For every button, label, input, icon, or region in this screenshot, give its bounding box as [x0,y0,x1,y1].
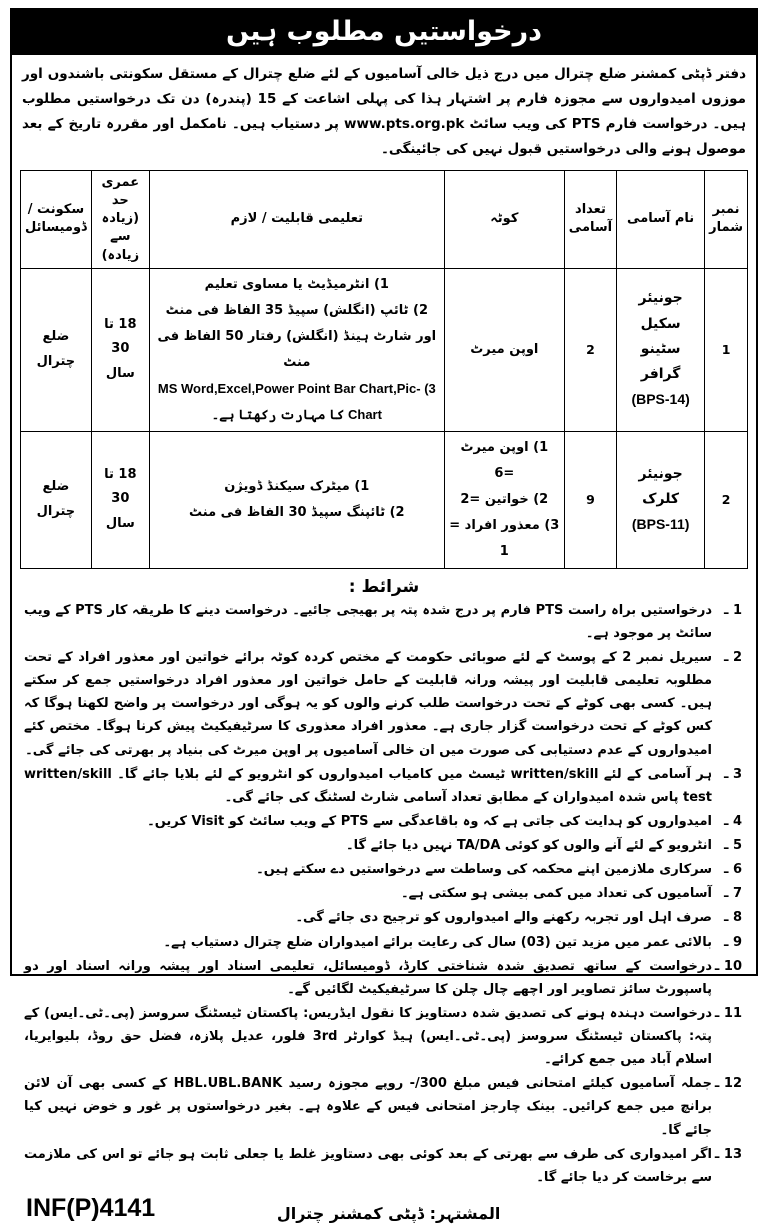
quota-item: اوپن میرٹ [470,341,539,357]
row-quota [444,268,564,431]
header-domicile: سکونت / ڈومیسائل [21,170,92,268]
advertiser-label: المشتہر: [429,1203,501,1223]
qualification-item: 1) انٹرمیڈیٹ یا مساوی تعلیم [204,276,389,292]
banner-title: درخواستیں مطلوب ہیں [12,10,756,55]
condition-item: سرکاری ملازمین اپنے محکمہ کی وساطت سے درخواستیں دے سکتے ہیں۔ [256,862,712,878]
row-quota [444,431,564,568]
qualification-item: 2) ٹائپنگ سپیڈ 30 الفاظ فی منٹ [189,504,405,520]
header-quota: کوٹہ [444,170,564,268]
condition-item: جملہ آسامیوں کیلئے امتحانی فیس مبلغ 300/- روپے مجوزہ رسید HBL.UBL.BANK کے کسی بھی آن لائن برانچ میں جمع کرائیں۔ بینک چارجز امتحانی فیس کے علاوہ ہے۔ بغیر درخواستوں پر غور و خوض نہیں کیا جائے گا۔ [24,1076,712,1138]
row-post-bps: (BPS-11) [631,515,690,532]
header-number: تعداد آسامی [564,170,616,268]
row-number: 2 [564,268,616,431]
conditions-list [12,599,756,1190]
condition-item: انٹرویو کے لئے آنے والوں کو کوئی TA/DA نہیں دیا جائے گا۔ [346,838,712,854]
advertiser-name: ڈپٹی کمشنر چترال [276,1203,425,1223]
row-post-bps: (BPS-14) [631,391,690,408]
header-sr: نمبر شمار [705,170,748,268]
table-row [21,431,748,568]
row-sr: 2 [705,431,748,568]
condition-item: درخواست دہندہ ہونے کی تصدیق شدہ دستاویز کا نقول ایڈریس: پاکستان ٹیسٹنگ سروسز (پی۔ٹی۔ایس) کے پتہ: پاکستان ٹیسٹنگ سروسز (پی۔ٹی۔ایس) ہیڈ کوارٹر 3rd فلور، عدیل پلازہ، فضل حق روڈ، بلیوایریا، اسلام آباد میں جمع کرائے۔ [24,1005,712,1068]
row-number: 9 [564,431,616,568]
table-header-row [21,170,748,268]
qualification-item: 2) ٹائپ (انگلش) سپیڈ 35 الفاظ فی منٹ اور شارٹ ہینڈ (انگلش) رفتار 50 الفاظ فی منٹ [157,302,437,370]
row-post [617,431,705,568]
condition-item: صرف اہل اور تجربہ رکھنے والے امیدواروں کو ترجیح دی جائے گی۔ [295,910,712,926]
row-domicile: ضلع چترال [21,431,92,568]
jobs-table [20,170,748,569]
qualification-item: 3) MS Word,Excel,Power Point Bar Chart,Pic-Chart کا مہارت رکھتا ہے۔ [157,380,436,422]
row-sr: 1 [705,268,748,431]
row-age: 18 تا 30 سال [91,431,149,568]
condition-item: اگر امیدواری کی طرف سے بھرتی کے بعد کوئی بھی دستاویز غلط یا جعلی ثابت ہو جائے تو اس کی ملازمت سے برخاست کر دیا جائے گا۔ [24,1146,712,1185]
row-post [617,268,705,431]
advertisement-frame [10,8,758,1223]
quota-item: 2) خواتین =2 [460,491,549,507]
header-qual: تعلیمی قابلیت / لازم [149,170,444,268]
quota-item: 1) اوپن میرٹ =6 [460,439,549,481]
condition-item: درخواستیں براہ راست PTS فارم پر درج شدہ پتہ پر بھیجی جائیے۔ درخواست دینے کا طریقہ کار PTS کے ویب سائٹ پر موجود ہے۔ [24,602,712,641]
condition-item: درخواست کے ساتھ تصدیق شدہ شناختی کارڈ، ڈومیسائل، تعلیمی اسناد اور پیشہ ورانہ اسناد اور دو پاسپورٹ سائز تصاویر اور اچھے چال چلن کا سرٹیفیکیٹ لگائیں گے۔ [24,958,712,997]
condition-item: آسامیوں کی تعداد میں کمی بیشی ہو سکتی ہے۔ [401,886,712,902]
intro-paragraph: دفتر ڈپٹی کمشنر ضلع چترال میں درج ذیل خالی آسامیوں کے لئے ضلع چترال کے مستقل سکونتی باشندوں اور موزوں امیدواروں سے مجوزہ فارم پر اشتہار ہذا کی پہلی اشاعت کے 15 (پندرہ) دن تک درخواستیں مطلوب ہیں۔ درخواست فارم PTS کی ویب سائٹ www.pts.org.pk پر دستیاب ہیں۔ نامکمل اور مقررہ تاریخ کے بعد موصول ہونے والی درخواستیں قبول نہیں کی جائینگی۔ [22,66,746,157]
condition-item: بالائی عمر میں مزید تین (03) سال کی رعایت برائے امیدواران ضلع چترال دستیاب ہے۔ [163,934,712,950]
table-row [21,268,748,431]
footer [12,1190,756,1229]
condition-item: امیدواروں کو ہدایت کی جاتی ہے کہ وہ باقاعدگی سے PTS کے ویب سائٹ کو Visit کریں۔ [147,813,712,829]
conditions-title: شرائط : [348,576,420,597]
row-qualification [149,431,444,568]
advertiser-block [155,1204,622,1223]
row-qualification [149,268,444,431]
row-post-title: جونیئر سکیل سٹینو گرافر [638,290,683,382]
row-age: 18 تا 30 سال [91,268,149,431]
header-age: عمری حد (زیادہ سے زیادہ) [91,170,149,268]
row-domicile: ضلع چترال [21,268,92,431]
row-post-title: جونیئر کلرک [638,465,683,507]
condition-item: سیریل نمبر 2 کے پوسٹ کے لئے صوبائی حکومت کے مختص کردہ کوٹہ برائے خواتین اور معذور افراد کے تحت مطلوبہ تعلیمی قابلیت اور پیشہ ورانہ قابلیت کے حامل خواتین اور معذور افراد درخواستیں جمع کر سکتے ہیں۔ کسی بھی کوٹے کے تحت درخواست طلب کرنے والوں کو یہ ہوگی اور درخواست پر واضح لکھنا ہوگا کہ کس کوٹے کے تحت درخواست گزار جاری ہے۔ معذور افراد معذوری کا سرٹیفیکیٹ پیش کرنا ہوگا۔ مختص کئے امیدواروں کے عدم دستیابی کی صورت میں ان خالی آسامیوں پر اوپن میرٹ کی بنیاد پر بھرتی کی جائے گی۔ [24,650,712,758]
quota-item: 3) معذور افراد = 1 [449,517,560,559]
header-post: نام آسامی [617,170,705,268]
qualification-item: 1) میٹرک سیکنڈ ڈویژن [224,478,370,494]
condition-item: ہر آسامی کے لئے written/skill ٹیسٹ میں کامیاب امیدواروں کو انٹرویو کے لئے بلایا جائے گا۔ written/skill test پاس شدہ امیدواران کے مطابق تعداد آسامی شارٹ لسٹنگ کی جائے گی۔ [24,766,712,805]
inf-number: INF(P)4141 [26,1193,156,1222]
